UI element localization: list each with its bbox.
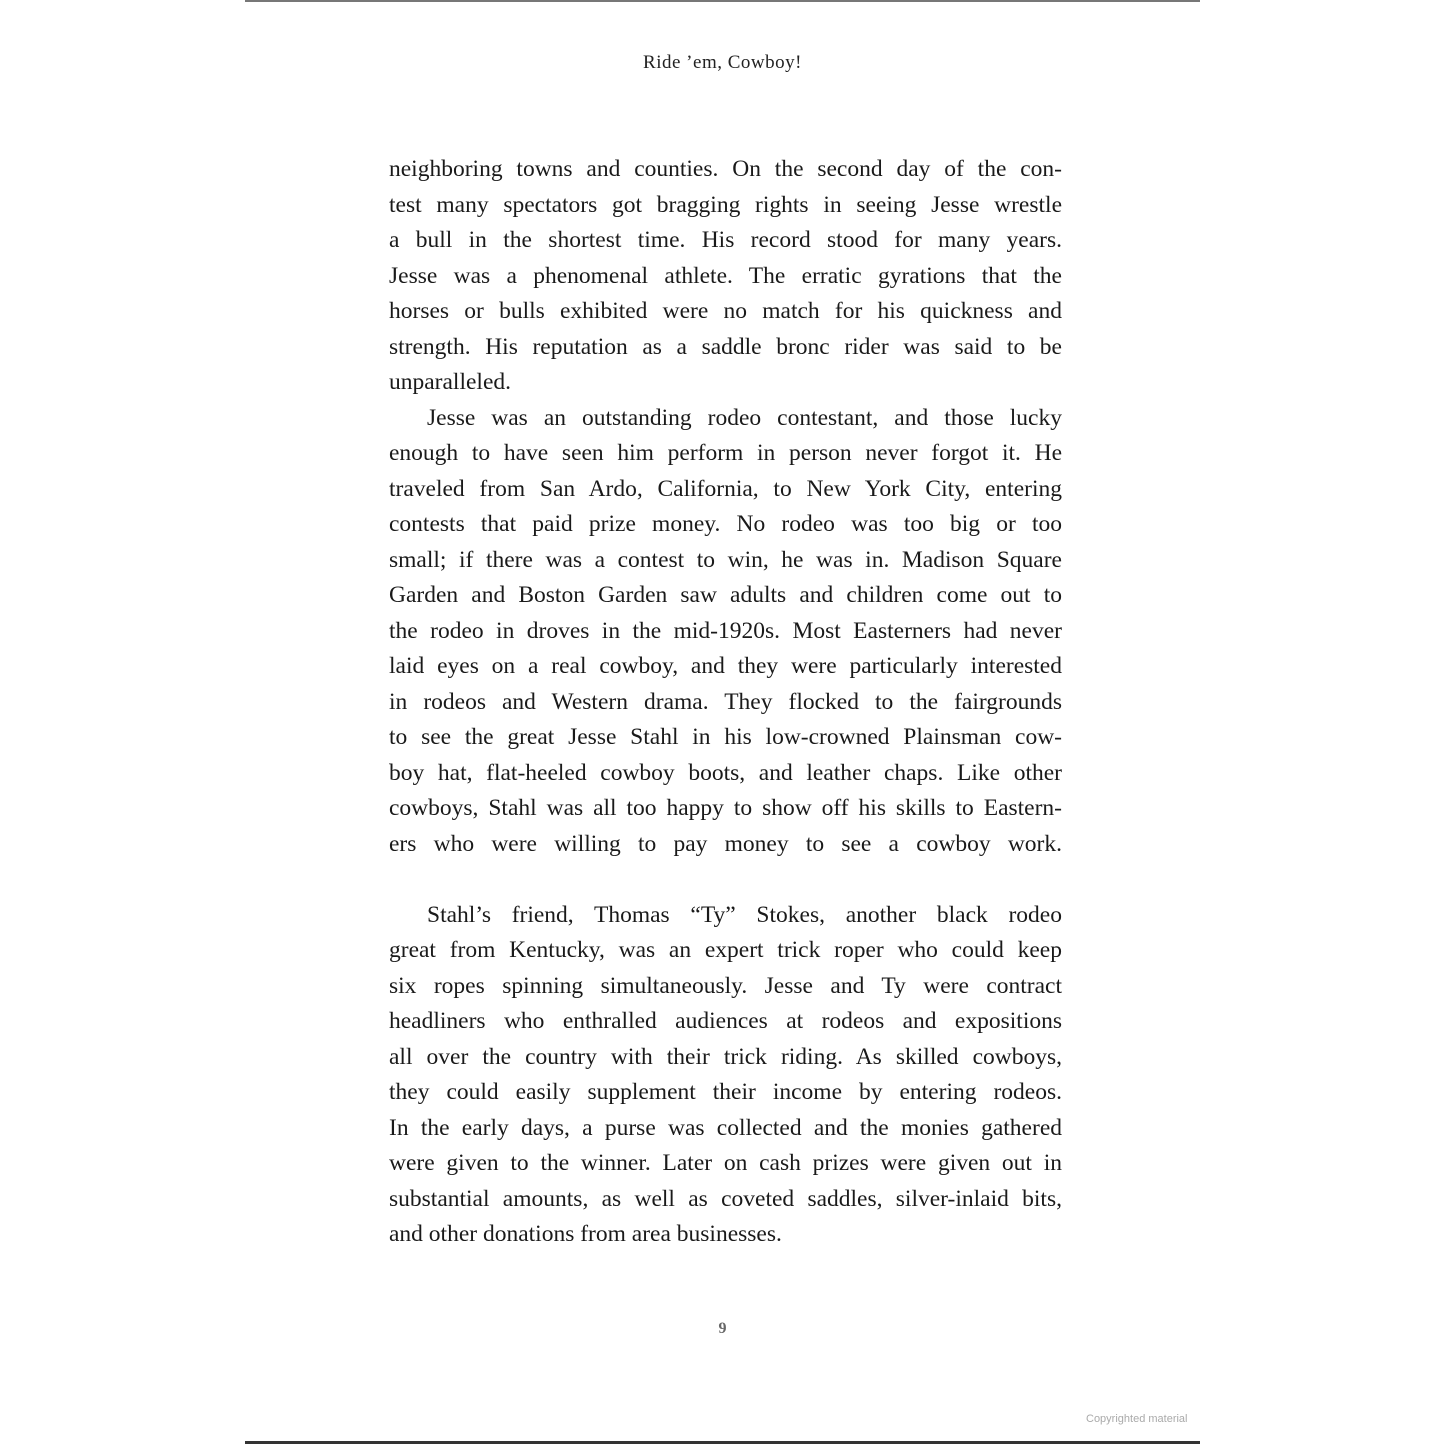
text-line: small; if there was a contest to win, he was in. Madison Square (389, 546, 1062, 573)
top-rule (245, 0, 1200, 2)
text-line: and other donations from area businesses. (389, 1221, 782, 1247)
text-line: boy hat, flat-heeled cowboy boots, and leather chaps. Like other (389, 759, 1062, 786)
text-line: Garden and Boston Garden saw adults and children come out to (389, 582, 1062, 608)
bottom-rule (245, 1441, 1200, 1444)
text-line: cowboys, Stahl was all too happy to show off his skills to Eastern- (389, 795, 1062, 821)
text-line: enough to have seen him perform in person never forgot it. He (389, 440, 1062, 466)
text-line: substantial amounts, as well as coveted saddles, silver-inlaid bits, (389, 1185, 1062, 1212)
running-head: Ride ’em, Cowboy! (643, 52, 802, 73)
text-line: Jesse was a phenomenal athlete. The erratic gyrations that the (389, 262, 1062, 289)
text-line: neighboring towns and counties. On the second day of the con- (389, 156, 1062, 182)
text-line: In the early days, a purse was collected and the monies gathered (389, 1114, 1062, 1141)
text-line: the rodeo in droves in the mid-1920s. Most Easterners had never (389, 617, 1062, 644)
text-line: they could easily supplement their income by entering rodeos. (389, 1079, 1062, 1105)
text-line: horses or bulls exhibited were no match for his quickness and (389, 298, 1062, 324)
text-line: six ropes spinning simultaneously. Jesse and Ty were contract (389, 972, 1062, 999)
page-number: 9 (718, 1320, 727, 1337)
text-line: Stahl’s friend, Thomas “Ty” Stokes, another black rodeo (427, 901, 1062, 928)
text-line: unparalleled. (389, 369, 512, 395)
text-line: to see the great Jesse Stahl in his low-crowned Plainsman cow- (389, 724, 1062, 750)
text-line: all over the country with their trick riding. As skilled cowboys, (389, 1043, 1062, 1070)
paragraph (389, 401, 1062, 898)
paragraph (389, 898, 1062, 1253)
text-line: Jesse was an outstanding rodeo contestant, and those lucky (427, 404, 1062, 431)
text-line: contests that paid prize money. No rodeo was too big or too (389, 511, 1062, 537)
text-line: a bull in the shortest time. His record stood for many years. (389, 227, 1062, 253)
body-text (389, 152, 1062, 1253)
text-line (389, 862, 1062, 898)
text-line: were given to the winner. Later on cash prizes were given out in (389, 1150, 1062, 1176)
paragraph (389, 152, 1062, 401)
text-line: great from Kentucky, was an expert trick roper who could keep (389, 937, 1062, 963)
text-line: headliners who enthralled audiences at rodeos and expositions (389, 1008, 1062, 1034)
text-line: ers who were willing to pay money to see a cowboy work. (389, 830, 1062, 857)
text-line: test many spectators got bragging rights in seeing Jesse wrestle (389, 191, 1062, 218)
text-line: laid eyes on a real cowboy, and they were particularly interested (389, 653, 1062, 679)
text-line: traveled from San Ardo, California, to New York City, entering (389, 475, 1062, 502)
text-line: in rodeos and Western drama. They flocked to the fairgrounds (389, 688, 1062, 715)
copyright-watermark: Copyrighted material (1086, 1413, 1188, 1425)
text-line: strength. His reputation as a saddle bronc rider was said to be (389, 333, 1062, 360)
